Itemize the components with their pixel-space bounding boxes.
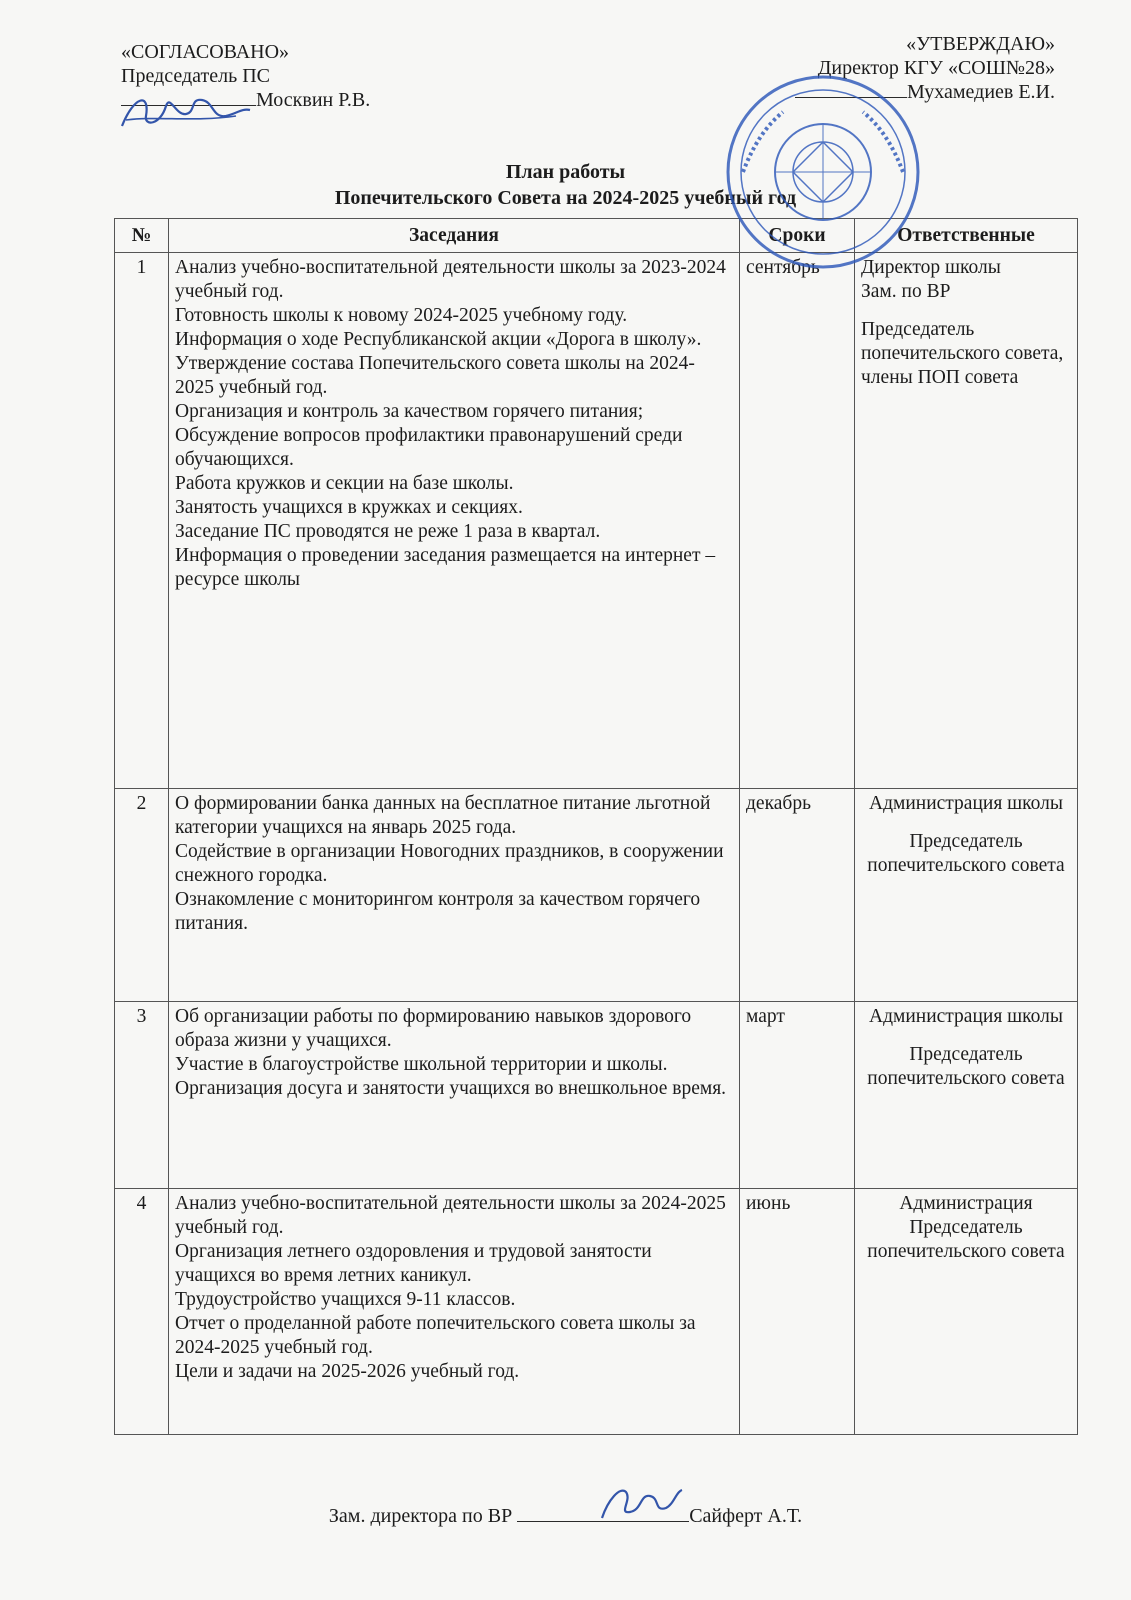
responsible-cell <box>855 1189 1078 1435</box>
approved-heading: «УТВЕРЖДАЮ» <box>906 33 1055 55</box>
responsible-cell <box>855 789 1078 1002</box>
table-row <box>115 1189 1078 1435</box>
work-plan-table <box>114 218 1078 1435</box>
topic-item: Готовность школы к новому 2024-2025 учебному году. <box>175 305 628 326</box>
topic-item: Анализ учебно-воспитательной деятельности школы за 2023-2024 учебный год. <box>175 257 726 302</box>
approved-position: Директор КГУ «СОШ№28» <box>817 57 1055 79</box>
approved-block <box>795 32 1055 104</box>
signature-blank <box>517 1521 689 1522</box>
meeting-topics <box>169 789 740 1002</box>
meeting-topics <box>169 253 740 789</box>
table-header-row <box>115 219 1078 253</box>
responsible-administration: Администрация школы <box>868 1006 1063 1027</box>
agreed-block <box>121 40 370 112</box>
topic-item: Организация летнего оздоровления и трудовой занятости учащихся во время летних каникул. <box>175 1241 652 1286</box>
topic-item: Цели и задачи на 2025-2026 учебный год. <box>175 1361 520 1382</box>
topic-item: Утверждение состава Попечительского совета школы на 2024-2025 учебный год. <box>175 353 695 398</box>
responsible-chair: Председатель попечительского совета <box>867 831 1065 876</box>
meeting-topics <box>169 1189 740 1435</box>
column-header-responsible: Ответственные <box>855 219 1078 253</box>
row-number: 3 <box>115 1002 169 1189</box>
responsible-director: Директор школы <box>861 257 1001 278</box>
term-cell: сентябрь <box>740 253 855 789</box>
topic-item: Организация и контроль за качеством горячего питания; <box>175 401 644 422</box>
topic-item: Участие в благоустройстве школьной территории и школы. <box>175 1054 668 1075</box>
table-row <box>115 1002 1078 1189</box>
approved-name: Мухамедиев Е.И. <box>906 81 1055 103</box>
row-number: 1 <box>115 253 169 789</box>
footer-signature <box>0 1505 1131 1528</box>
footer-position: Зам. директора по ВР <box>328 1505 513 1527</box>
document-title: План работы <box>505 161 626 183</box>
topic-item: Обсуждение вопросов профилактики правонарушений среди обучающихся. <box>175 425 683 470</box>
responsible-cell <box>855 1002 1078 1189</box>
column-header-meetings: Заседания <box>169 219 740 253</box>
topic-item: Анализ учебно-воспитательной деятельности школы за 2024-2025 учебный год. <box>175 1193 726 1238</box>
column-header-number: № <box>115 219 169 253</box>
topic-item: Информация о ходе Республиканской акции «Дорога в школу». <box>175 329 702 350</box>
responsible-members: члены ПОП совета <box>861 367 1019 388</box>
agreed-signature-line <box>121 88 370 112</box>
responsible-deputy: Зам. по ВР <box>861 281 951 302</box>
topic-item: Работа кружков и секции на базе школы. <box>175 473 514 494</box>
topic-item: Об организации работы по формированию навыков здорового образа жизни у учащихся. <box>175 1006 692 1051</box>
footer-name: Сайферт А.Т. <box>689 1505 803 1527</box>
table-row <box>115 253 1078 789</box>
topic-item: Организация досуга и занятости учащихся во внешкольное время. <box>175 1078 727 1099</box>
table-row <box>115 789 1078 1002</box>
topic-item: Занятость учащихся в кружках и секциях. <box>175 497 523 518</box>
term-cell: июнь <box>740 1189 855 1435</box>
row-number: 4 <box>115 1189 169 1435</box>
topic-item: О формировании банка данных на бесплатное питание льготной категории учащихся на январь 2025 года. <box>175 793 711 838</box>
agreed-position: Председатель ПС <box>121 65 271 87</box>
document-subtitle: Попечительского Совета на 2024-2025 учебный год <box>334 187 797 209</box>
responsible-chair: Председатель попечительского совета <box>867 1044 1065 1089</box>
signature-blank <box>121 105 256 106</box>
topic-item: Заседание ПС проводятся не реже 1 раза в квартал. <box>175 521 601 542</box>
agreed-name: Москвин Р.В. <box>256 89 371 111</box>
term-cell: март <box>740 1002 855 1189</box>
agreed-heading: «СОГЛАСОВАНО» <box>121 41 290 63</box>
term-cell: декабрь <box>740 789 855 1002</box>
topic-item: Отчет о проделанной работе попечительского совета школы за 2024-2025 учебный год. <box>175 1313 696 1358</box>
signature-blank <box>795 97 907 98</box>
column-header-terms: Сроки <box>740 219 855 253</box>
row-number: 2 <box>115 789 169 1002</box>
responsible-administration: Администрация <box>899 1193 1033 1214</box>
responsible-chair: Председатель попечительского совета, <box>861 319 1064 364</box>
topic-item: Содействие в организации Новогодних праздников, в сооружении снежного городка. <box>175 841 724 886</box>
responsible-cell <box>855 253 1078 789</box>
topic-item: Информация о проведении заседания размещается на интернет – ресурсе школы <box>175 545 716 590</box>
responsible-chair: Председатель попечительского совета <box>867 1217 1065 1262</box>
meeting-topics <box>169 1002 740 1189</box>
topic-item: Трудоустройство учащихся 9-11 классов. <box>175 1289 516 1310</box>
topic-item: Ознакомление с мониторингом контроля за качеством горячего питания. <box>175 889 701 934</box>
responsible-administration: Администрация школы <box>868 793 1063 814</box>
approved-signature-line <box>795 80 1055 104</box>
